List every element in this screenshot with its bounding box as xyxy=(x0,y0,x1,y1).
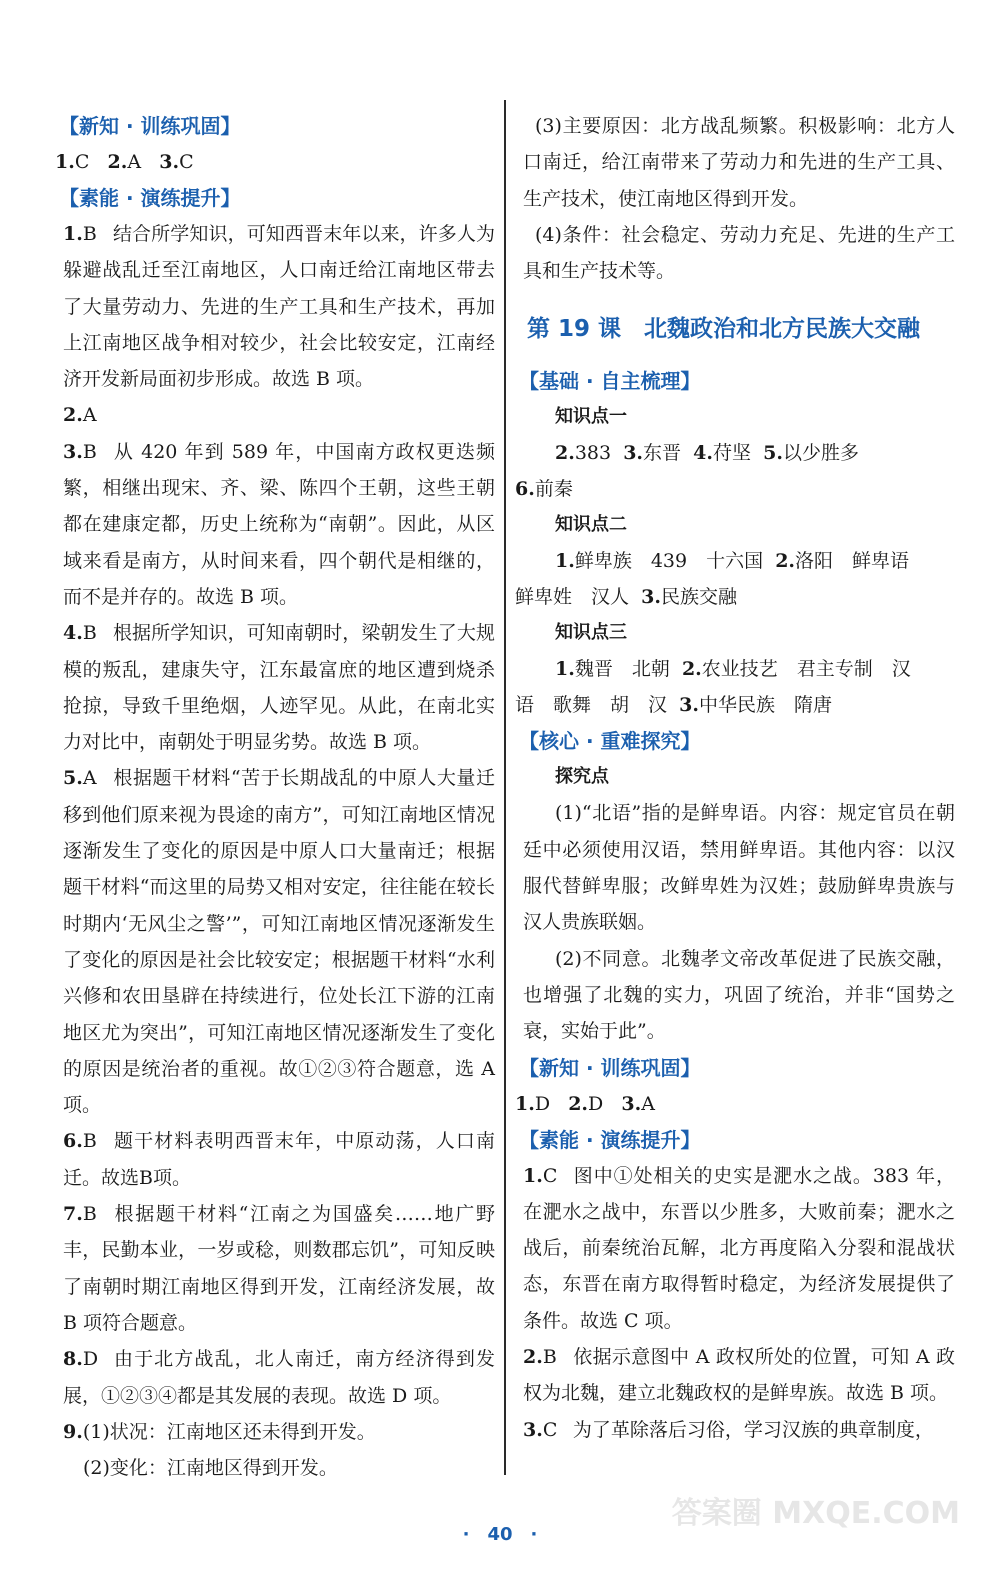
answer-value: 苻坚 xyxy=(713,442,752,465)
answer-value: 383 xyxy=(574,442,612,465)
answer-value: 魏晋 北朝 xyxy=(574,658,670,681)
question-number: 7. xyxy=(63,1203,83,1226)
answer-number: 3. xyxy=(623,442,644,465)
answer-letter: B xyxy=(82,1203,97,1226)
answer-number: 1. xyxy=(515,1092,535,1115)
section-header: 【新知 · 训练巩固】 xyxy=(519,1055,701,1080)
answer-value: D xyxy=(588,1092,604,1115)
question-number: 2. xyxy=(63,404,83,427)
answer-letter: B xyxy=(542,1346,557,1369)
answer-value: C xyxy=(179,151,194,173)
question-9-part-3: (3)主要原因：北方战乱频繁。积极影响：北方人口南迁，给江南带来了劳动力和先进的生产工具、生产技术，使江南地区得到开发。 xyxy=(523,115,955,210)
section-header: 【新知 · 训练巩固】 xyxy=(59,114,241,138)
question-4 xyxy=(55,615,495,760)
explanation: 结合所学知识，可知西晋末年以来，许多人为躲避战乱迁至江南地区，人口南迁给江南地区带去了大量劳动力、先进的生产工具和生产技术，再加上江南地区战争相对较少，社会比较安定，江南经济开发新局面初步形成。故选 B 项。 xyxy=(63,223,495,391)
question-number: 1. xyxy=(523,1164,543,1187)
answer-value: 农业技艺 君主专制 汉 xyxy=(701,658,911,681)
answer-value: 东晋 xyxy=(643,442,682,465)
question-9 xyxy=(55,1414,495,1450)
knowledge-point-2: 知识点二 xyxy=(555,514,627,536)
question-1 xyxy=(515,1158,955,1339)
answer-number: 2. xyxy=(681,658,702,681)
answer-letter: D xyxy=(82,1348,99,1371)
answer-letter: B xyxy=(82,223,97,245)
knowledge-answers xyxy=(515,687,955,723)
answer-value: 民族交融 xyxy=(660,586,737,609)
answer-letter: A xyxy=(82,767,97,790)
question-2 xyxy=(55,397,495,433)
explanation: 为了革除落后习俗，学习汉族的典章制度， xyxy=(572,1418,934,1441)
question-3 xyxy=(515,1412,955,1448)
answer-number: 3. xyxy=(641,586,661,609)
answer-value: 前秦 xyxy=(534,478,573,501)
explanation: 根据题干材料“江南之为国盛矣……地广野丰，民勤本业，一岁或稔，则数郡忘饥”，可知反映了南朝时期江南地区得到开发，江南经济发展，故 B 项符合题意。 xyxy=(63,1203,495,1334)
explanation: 图中①处相关的史实是淝水之战。383 年，在淝水之战中，东晋以少胜多，大败前秦；淝水之战后，前秦统治瓦解，北方再度陷入分裂和混战状态，东晋在南方取得暂时稳定，为经济发展提供了条件。故选 C 项。 xyxy=(523,1164,955,1332)
explanation: 根据题干材料“苦于长期战乱的中原人大量迁移到他们原来视为畏途的南方”，可知江南地区情况逐渐发生了变化的原因是中原人口大量南迁；根据题干材料“而这里的局势又相对安定，往往能在较长时期内‘无风尘之警’”，可知江南地区情况逐渐发生了变化的原因是社会比较安定；根据题干材料“水利兴修和农田垦辟在持续进行，位处长江下游的江南地区尤为突出”，可知江南地区情况逐渐发生了变化的原因是统治者的重视。故①②③符合题意，选 A 项。 xyxy=(63,767,495,1117)
explanation: 题干材料表明西晋末年，中原动荡，人口南迁。故选B项。 xyxy=(63,1130,495,1189)
answer-letter: A xyxy=(82,404,97,427)
watermark-logo: 答案圈 MXQE.COM xyxy=(671,1496,960,1531)
answer-number: 3. xyxy=(159,151,180,173)
question-5 xyxy=(55,760,495,1123)
question-number: 1. xyxy=(63,223,83,245)
knowledge-point-3: 知识点三 xyxy=(555,622,627,644)
answer-value: 洛阳 鲜卑语 xyxy=(795,550,910,573)
question-3 xyxy=(55,434,495,615)
question-number: 2. xyxy=(523,1346,543,1369)
answer-letter: B xyxy=(82,440,97,463)
question-number: 5. xyxy=(63,767,83,790)
column-divider xyxy=(504,100,506,1475)
explanation: 由于北方战乱，北人南迁，南方经济得到发展，①②③④都是其发展的表现。故选 D 项。 xyxy=(63,1348,495,1407)
answer-letter: C xyxy=(542,1418,558,1441)
question-number: 9. xyxy=(63,1420,83,1443)
question-6 xyxy=(55,1123,495,1196)
explore-answer-1: (1)“北语”指的是鲜卑语。内容：规定官员在朝廷中必须使用汉语，禁用鲜卑语。其他内容：以汉服代替鲜卑服；改鲜卑姓为汉姓；鼓励鲜卑贵族与汉人贵族联姻。 xyxy=(523,802,955,934)
answer-number: 6. xyxy=(515,478,535,501)
question-number: 3. xyxy=(63,440,83,463)
lesson-title: 第 19 课 北魏政治和北方民族大交融 xyxy=(527,316,921,343)
knowledge-answers xyxy=(515,435,955,471)
answer-number: 1. xyxy=(55,151,75,173)
answer-value: 鲜卑族 439 十六国 xyxy=(574,550,764,573)
answer-value: 中华民族 隋唐 xyxy=(698,694,832,717)
question-2 xyxy=(515,1339,955,1412)
explanation: 依据示意图中 A 政权所处的位置，可知 A 政权为北魏，建立北魏政权的是鲜卑族。故选 B 项。 xyxy=(523,1346,955,1405)
answer-letter: B xyxy=(82,1130,97,1153)
answer-value: 语 歌舞 胡 汉 xyxy=(515,694,668,717)
explanation: 根据所学知识，可知南朝时，梁朝发生了大规模的叛乱，建康失守，江东最富庶的地区遭到烧杀抢掠，导致千里绝烟，人迹罕见。从此，在南北实力对比中，南朝处于明显劣势。故选 B 项。 xyxy=(63,622,495,754)
section-header: 【核心 · 重难探究】 xyxy=(519,729,701,754)
knowledge-answers xyxy=(515,579,955,615)
answer-letter: C xyxy=(542,1164,558,1187)
answer-number: 2. xyxy=(555,442,575,465)
left-column xyxy=(55,108,495,1486)
answer-number: 2. xyxy=(775,550,796,573)
answer-value: 以少胜多 xyxy=(782,442,859,465)
answer-value: A xyxy=(641,1092,655,1115)
question-number: 4. xyxy=(63,622,83,645)
section-header: 【基础 · 自主梳理】 xyxy=(519,369,701,394)
explore-answer-2: (2)不同意。北魏孝文帝改革促进了民族交融，也增强了北魏的实力，巩固了统治，并非“国势之衰，实始于此”。 xyxy=(523,947,955,1043)
answer-number: 3. xyxy=(679,694,699,717)
question-8 xyxy=(55,1341,495,1414)
answer-value: 鲜卑姓 汉人 xyxy=(515,586,630,609)
answer-number: 5. xyxy=(763,442,783,465)
question-number: 3. xyxy=(523,1418,543,1441)
question-number: 8. xyxy=(63,1348,83,1371)
answer-row xyxy=(515,1086,955,1122)
section-header: 【素能 · 演练提升】 xyxy=(519,1127,701,1152)
question-9-part-4: (4)条件：社会稳定、劳动力充足、先进的生产工具和生产技术等。 xyxy=(523,223,955,283)
knowledge-point-1: 知识点一 xyxy=(555,406,627,428)
question-number: 6. xyxy=(63,1130,83,1153)
answer-number: 2. xyxy=(568,1092,589,1115)
answer-value: C xyxy=(74,151,90,173)
question-1 xyxy=(55,216,495,397)
answer-row xyxy=(55,144,495,180)
explore-point: 探究点 xyxy=(555,766,609,788)
knowledge-answers xyxy=(515,543,955,579)
knowledge-answers xyxy=(515,651,955,687)
answer-letter: B xyxy=(82,622,97,645)
explanation: 从 420 年到 589 年，中国南方政权更迭频繁，相继出现宋、齐、梁、陈四个王朝，这些王朝都在建康定都，历史上统称为“南朝”。因此，从区域来看是南方，从时间来看，四个朝代是相继的，而不是并存的。故选 B 项。 xyxy=(63,440,495,608)
page-number: · 40 · xyxy=(462,1524,538,1545)
knowledge-answers xyxy=(515,471,955,507)
answer-number: 2. xyxy=(107,151,128,173)
right-column xyxy=(515,108,955,1448)
answer-number: 1. xyxy=(555,658,575,681)
question-7 xyxy=(55,1196,495,1341)
answer-value: D xyxy=(534,1092,551,1115)
answer-value: A xyxy=(127,151,142,173)
answer-number: 3. xyxy=(621,1092,642,1115)
section-header: 【素能 · 演练提升】 xyxy=(59,186,241,210)
answer-number: 4. xyxy=(693,442,713,465)
answer-number: 1. xyxy=(555,550,575,573)
explanation: (1)状况：江南地区还未得到开发。 xyxy=(82,1420,376,1443)
question-9-part-2: (2)变化：江南地区得到开发。 xyxy=(83,1457,338,1480)
